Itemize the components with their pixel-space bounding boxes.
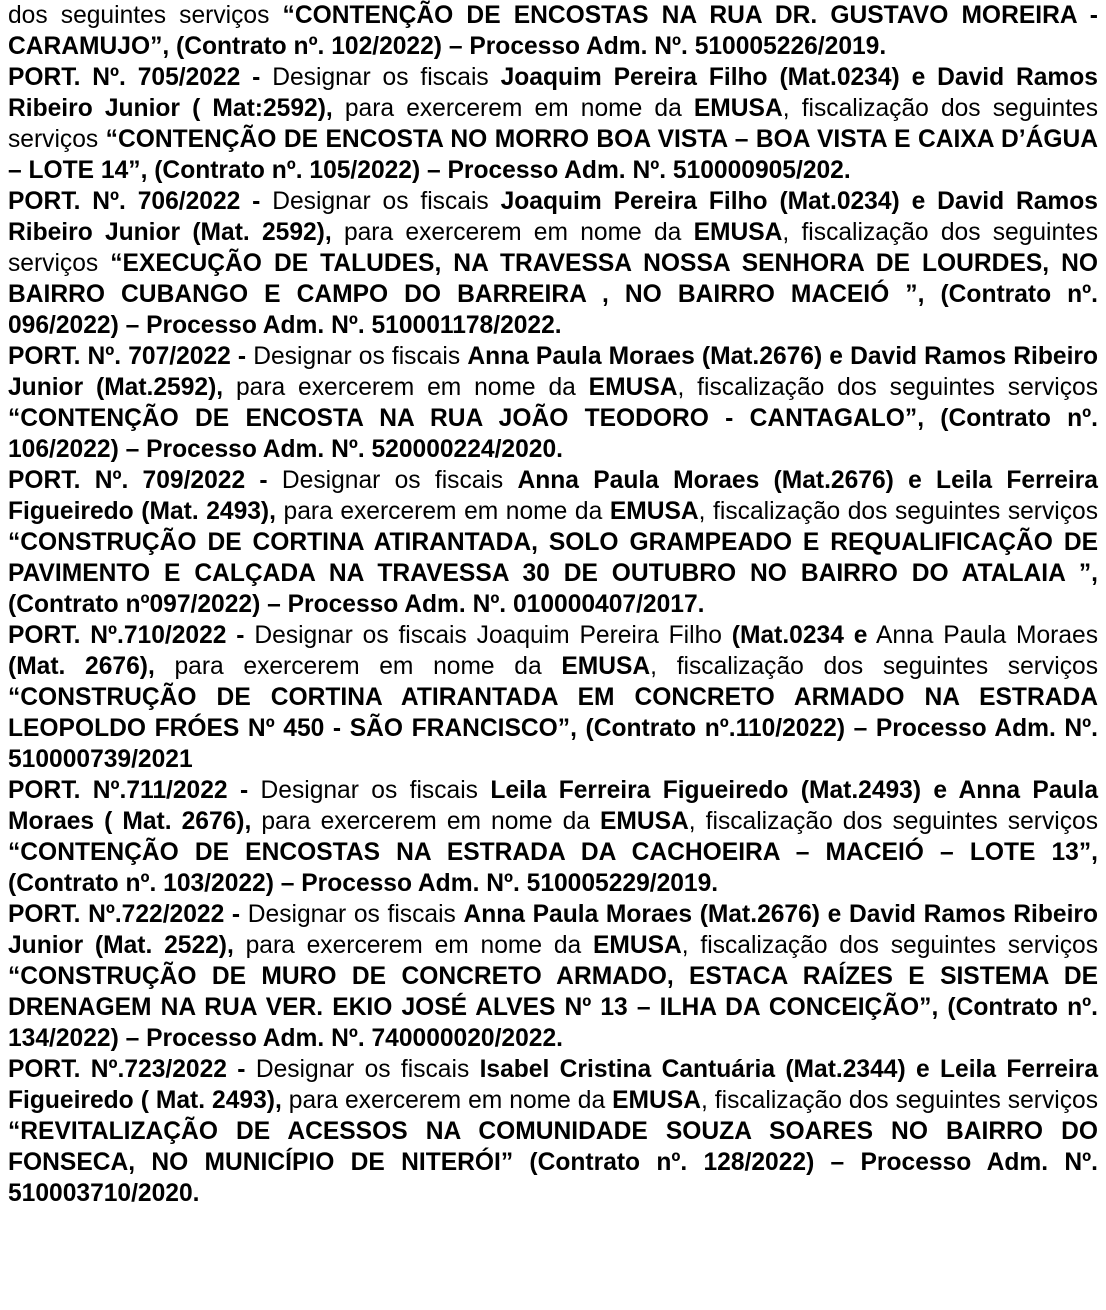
agency-name: EMUSA [592,932,682,959]
fiscais-names: Isabel Cristina Cantuária (Mat.2344) e Leila Ferreira Figueiredo ( Mat. 2493), [8,1056,1099,1114]
paragraph-intro [8,0,1098,62]
text-segment: Designar os fiscais [260,64,501,91]
matricula: (Mat.0234 e [731,622,868,649]
text-segment: para exercerem em nome da [331,219,694,246]
text-segment: Designar os fiscais [267,467,518,494]
portaria-number: PORT. Nº. 707/2022 - [8,343,247,370]
text-segment: para exercerem em nome da [233,932,593,959]
fiscais-names: Anna Paula Moraes (Mat.2676) e David Ramos Ribeiro Junior (Mat. 2522), [8,901,1099,959]
paragraph-port-722 [8,899,1098,1054]
text-segment: Designar os fiscais [248,777,491,804]
portaria-number: PORT. Nº. 709/2022 - [8,467,268,494]
service-description: “CONSTRUÇÃO DE MURO DE CONCRETO ARMADO, ESTACA RAÍZES E SISTEMA DE DRENAGEM NA RUA VER. EKIO JOSÉ ALVES Nº 13 – ILHA DA CONCEIÇÃO”, (Contrato nº. 134/2022) – Processo Adm. Nº. 740000020/2022. [8,963,1098,1052]
agency-name: EMUSA [693,95,783,122]
fiscais-names: Leila Ferreira Figueiredo (Mat.2493) e Anna Paula Moraes ( Mat. 2676), [8,777,1099,835]
paragraph-port-723 [8,1054,1098,1209]
paragraph-port-711 [8,775,1098,899]
agency-name: EMUSA [599,808,689,835]
fiscais-names: Anna Paula Moraes (Mat.2676) e Leila Ferreira Figueiredo (Mat. 2493), [8,467,1098,525]
portaria-number: PORT. Nº. 706/2022 - [8,188,261,215]
portaria-number: PORT. Nº.722/2022 - [8,901,241,928]
text-segment: , fiscalização dos seguintes serviços [700,1087,1098,1114]
text-segment: , fiscalização dos seguintes serviços [688,808,1098,835]
service-description: “EXECUÇÃO DE TALUDES, NA TRAVESSA NOSSA SENHORA DE LOURDES, NO BAIRRO CUBANGO E CAMPO DO BARREIRA , NO BAIRRO MACEIÓ ”, (Contrato nº. 096/2022) – Processo Adm. Nº. 510001178/2022. [8,250,1098,339]
service-description: “CONSTRUÇÃO DE CORTINA ATIRANTADA EM CONCRETO ARMADO NA ESTRADA LEOPOLDO FRÓES Nº 450 - SÃO FRANCISCO”, (Contrato nº.110/2022) – Processo Adm. Nº. 510000739/2021 [8,684,1098,773]
portaria-number: PORT. Nº.710/2022 - [8,622,245,649]
service-description: “CONTENÇÃO DE ENCOSTA NO MORRO BOA VISTA – BOA VISTA E CAIXA D’ÁGUA – LOTE 14”, (Contrato nº. 105/2022) – Processo Adm. Nº. 510000905/202. [8,126,1099,184]
portaria-number: PORT. Nº.723/2022 - [8,1056,246,1083]
text-segment: , fiscalização dos seguintes serviços [8,219,1099,277]
fiscais-names: Anna Paula Moraes (Mat.2676) e David Ramos Ribeiro Junior (Mat.2592), [8,343,1099,401]
text-segment: para exercerem em nome da [332,95,694,122]
paragraph-port-710 [8,620,1098,775]
fiscais-names: Joaquim Pereira Filho (Mat.0234) e David Ramos Ribeiro Junior ( Mat:2592), [8,64,1098,122]
text-segment: Designar os fiscais Joaquim Pereira Filho [244,622,732,649]
text-segment: , fiscalização dos seguintes serviços [650,653,1098,680]
text-segment: , fiscalização dos seguintes serviços [677,374,1098,401]
agency-name: EMUSA [693,219,783,246]
text-segment: Anna Paula Moraes [867,622,1099,649]
paragraph-port-707 [8,341,1098,465]
text-segment: para exercerem em nome da [275,498,610,525]
service-description: “CONTENÇÃO DE ENCOSTA NA RUA JOÃO TEODORO - CANTAGALO”, (Contrato nº. 106/2022) – Processo Adm. Nº. 520000224/2020. [8,405,1098,463]
portaria-number: PORT. Nº.711/2022 - [8,777,249,804]
service-description: “CONSTRUÇÃO DE CORTINA ATIRANTADA, SOLO GRAMPEADO E REQUALIFICAÇÃO DE PAVIMENTO E CALÇADA NA TRAVESSA 30 DE OUTUBRO NO BAIRRO DO ATALAIA ”, (Contrato nº097/2022) – Processo Adm. Nº. 010000407/2017. [8,529,1098,618]
text-segment: dos seguintes serviços [8,2,283,29]
service-description: “CONTENÇÃO DE ENCOSTAS NA ESTRADA DA CACHOEIRA – MACEIÓ – LOTE 13”, (Contrato nº. 103/2022) – Processo Adm. Nº. 510005229/2019. [8,839,1098,897]
text-segment: para exercerem em nome da [223,374,589,401]
text-segment: , fiscalização dos seguintes serviços [8,95,1098,153]
agency-name: EMUSA [561,653,651,680]
service-description: “REVITALIZAÇÃO DE ACESSOS NA COMUNIDADE SOUZA SOARES NO BAIRRO DO FONSECA, NO MUNICÍPIO DE NITERÓI” (Contrato nº. 128/2022) – Processo Adm. Nº. 510003710/2020. [8,1118,1098,1207]
fiscais-names: Joaquim Pereira Filho (Mat.0234) e David Ramos Ribeiro Junior (Mat. 2592), [8,188,1098,246]
text-segment: , fiscalização dos seguintes serviços [681,932,1098,959]
agency-name: EMUSA [609,498,699,525]
text-segment: Designar os fiscais [240,901,464,928]
paragraph-port-709 [8,465,1098,620]
text-segment: para exercerem em nome da [251,808,600,835]
agency-name: EMUSA [612,1087,701,1114]
text-segment: para exercerem em nome da [281,1087,613,1114]
text-segment: Designar os fiscais [246,343,468,370]
matricula: (Mat. 2676), [8,653,155,680]
paragraph-port-706 [8,186,1098,341]
paragraph-port-705 [8,62,1098,186]
document-body [8,0,1098,1209]
text-segment: Designar os fiscais [245,1056,480,1083]
text-segment: Designar os fiscais [260,188,501,215]
portaria-number: PORT. Nº. 705/2022 - [8,64,261,91]
text-segment: , fiscalização dos seguintes serviços [698,498,1099,525]
agency-name: EMUSA [588,374,678,401]
text-segment: para exercerem em nome da [154,653,562,680]
service-description: “CONTENÇÃO DE ENCOSTAS NA RUA DR. GUSTAVO MOREIRA - CARAMUJO”, (Contrato nº. 102/2022) – Processo Adm. Nº. 510005226/2019. [8,2,1098,60]
